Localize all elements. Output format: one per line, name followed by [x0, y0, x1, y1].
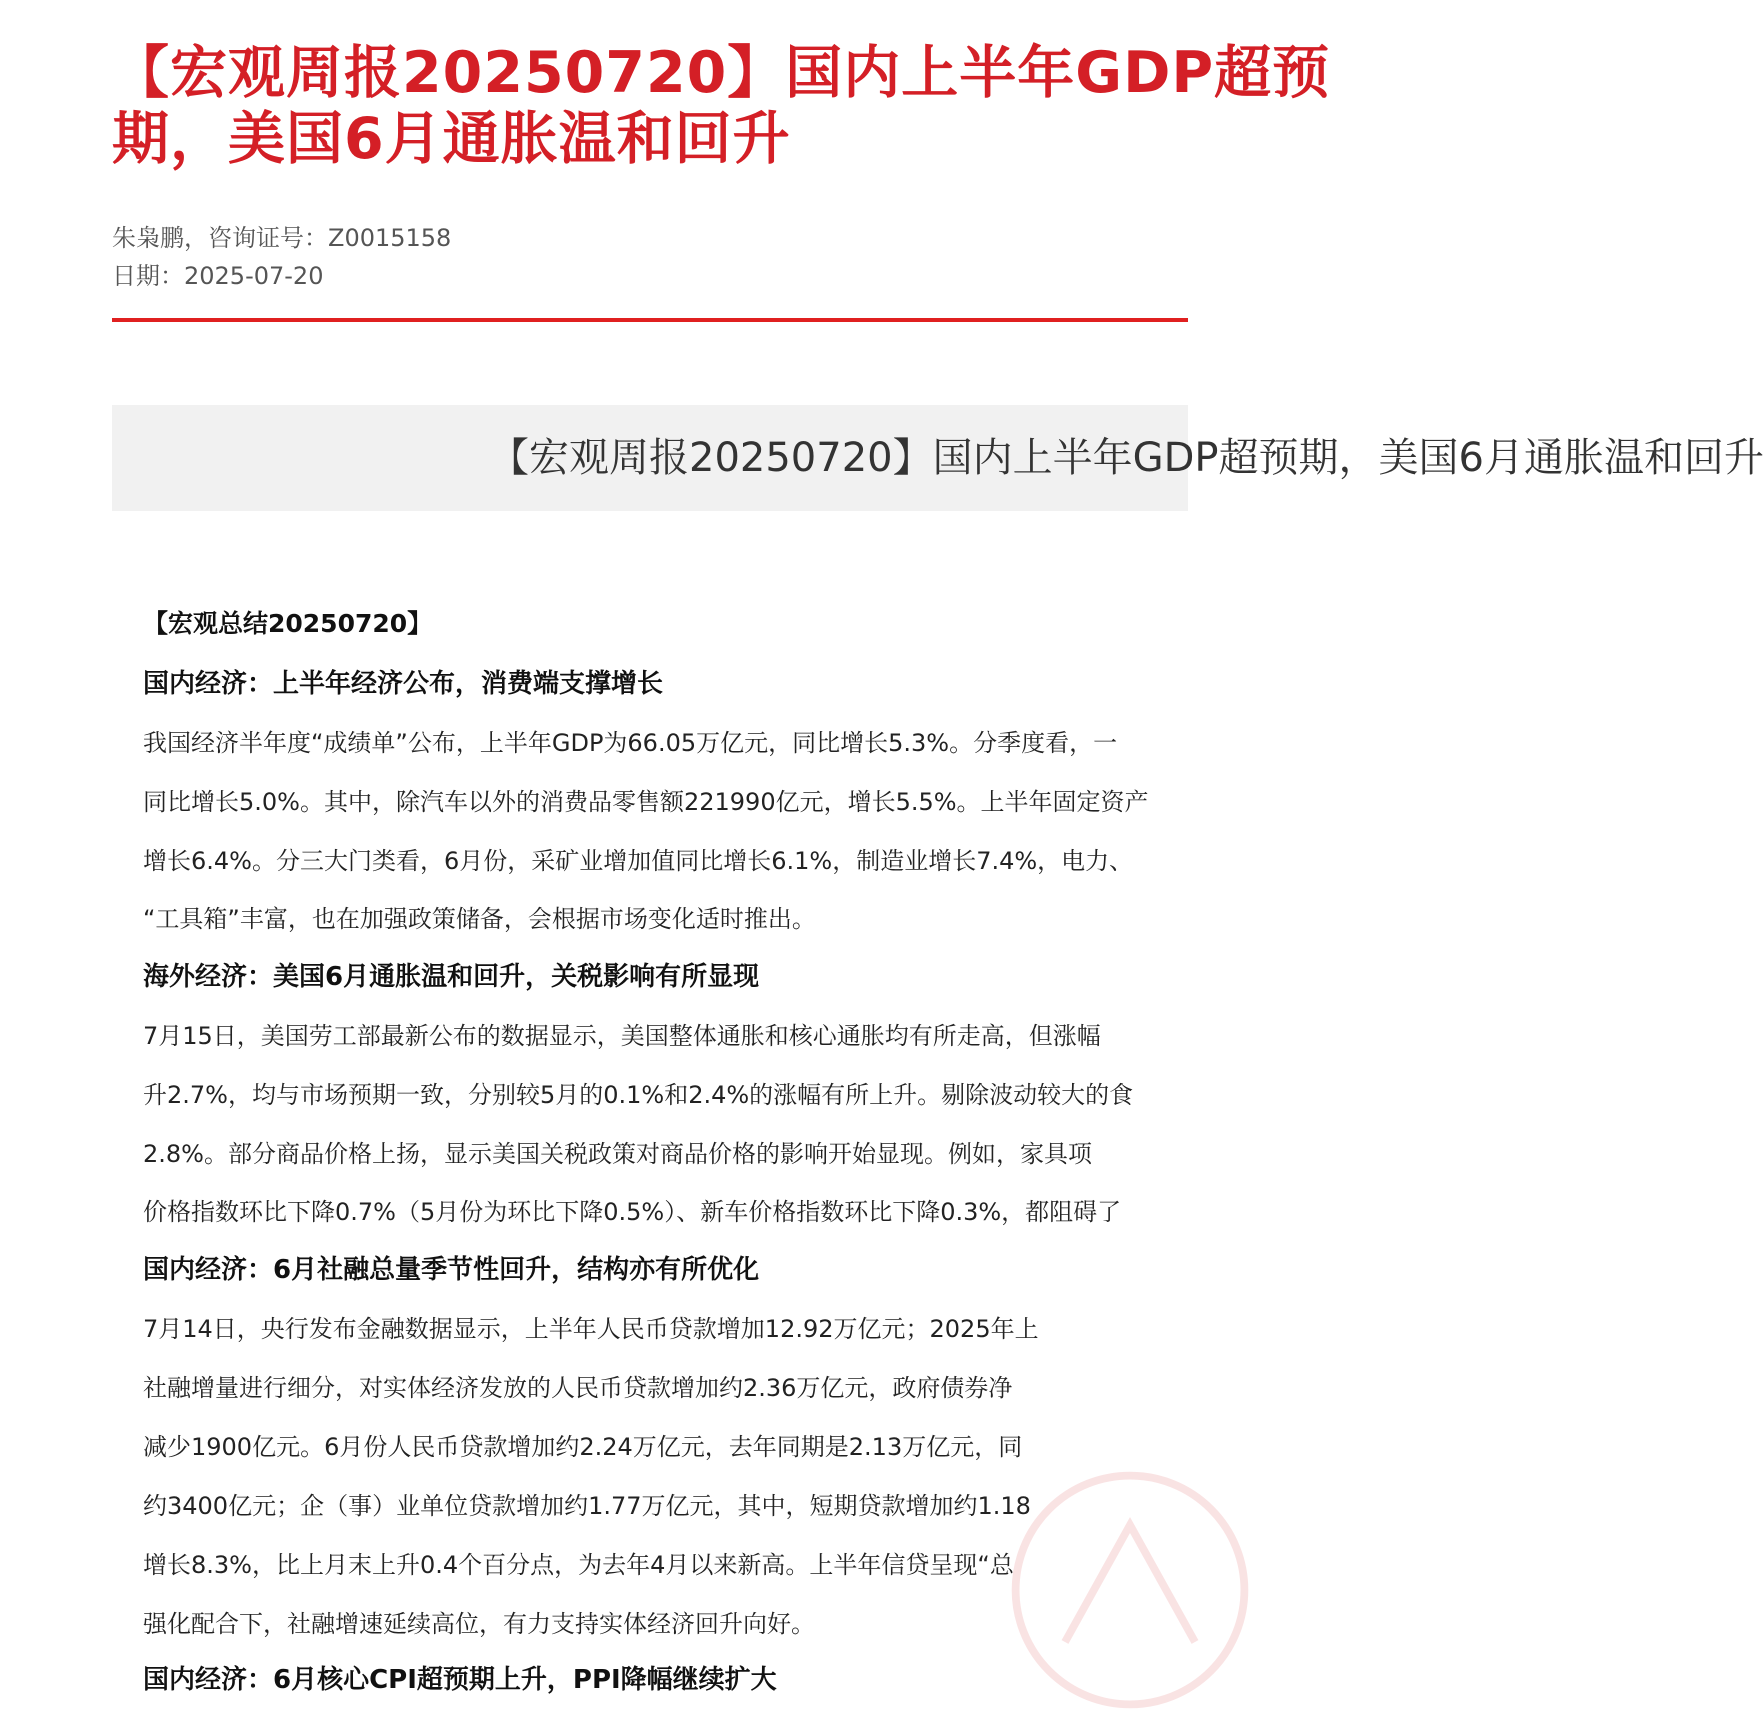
watermark-stamp — [1000, 1460, 1260, 1720]
paragraph-line: 同比增长5.0%。其中，除汽车以外的消费品零售额221990亿元，增长5.5%。上半年固定资产 — [143, 788, 1149, 816]
paragraph-line: “工具箱”丰富，也在加强政策储备，会根据市场变化适时推出。 — [143, 905, 816, 933]
paragraph-line: 升2.7%，均与市场预期一致，分别较5月的0.1%和2.4%的涨幅有所上升。剔除波动较大的食 — [143, 1081, 1134, 1109]
paragraph-line: 强化配合下，社融增速延续高位，有力支持实体经济回升向好。 — [143, 1610, 815, 1638]
section-heading-cpi-ppi: 国内经济：6月核心CPI超预期上升，PPI降幅继续扩大 — [143, 1665, 777, 1695]
article-title: 【宏观周报20250720】国内上半年GDP超预期，美国6月通胀温和回升 — [112, 40, 1331, 172]
paragraph-line: 价格指数环比下降0.7%（5月份为环比下降0.5%）、新车价格指数环比下降0.3%，都阻碍了 — [143, 1198, 1122, 1226]
publish-date: 日期：2025-07-20 — [112, 262, 324, 290]
section-heading-domestic-gdp: 国内经济：上半年经济公布，消费端支撑增长 — [143, 669, 664, 699]
paragraph-line: 增长6.4%。分三大门类看，6月份，采矿业增加值同比增长6.1%，制造业增长7.4%，电力、 — [143, 847, 1134, 875]
section-heading-social-financing: 国内经济：6月社融总量季节性回升，结构亦有所优化 — [143, 1255, 760, 1285]
summary-title: 【宏观总结20250720】 — [143, 609, 433, 638]
banner-title: 【宏观周报20250720】国内上半年GDP超预期，美国6月通胀温和回升 — [489, 435, 1764, 481]
paragraph-line: 约3400亿元；企（事）业单位贷款增加约1.77万亿元，其中，短期贷款增加约1.18 — [143, 1492, 1031, 1520]
paragraph-line: 社融增量进行细分，对实体经济发放的人民币贷款增加约2.36万亿元，政府债券净 — [143, 1374, 1013, 1402]
paragraph-line: 7月15日，美国劳工部最新公布的数据显示，美国整体通胀和核心通胀均有所走高，但涨幅 — [143, 1022, 1101, 1050]
paragraph-line: 2.8%。部分商品价格上扬，显示美国关税政策对商品价格的影响开始显现。例如，家具项 — [143, 1140, 1092, 1168]
paragraph-line: 减少1900亿元。6月份人民币贷款增加约2.24万亿元，去年同期是2.13万亿元，同 — [143, 1433, 1023, 1461]
section-heading-overseas: 海外经济：美国6月通胀温和回升，关税影响有所显现 — [143, 962, 760, 992]
paragraph-line: 增长8.3%，比上月末上升0.4个百分点，为去年4月以来新高。上半年信贷呈现“总 — [143, 1551, 1014, 1579]
paragraph-line: 我国经济半年度“成绩单”公布，上半年GDP为66.05万亿元，同比增长5.3%。分季度看，一 — [143, 729, 1118, 757]
paragraph-line: 7月14日，央行发布金融数据显示，上半年人民币贷款增加12.92万亿元；2025年上 — [143, 1315, 1039, 1343]
article-body — [143, 0, 1188, 1695]
author-info: 朱枭鹏，咨询证号：Z0015158 — [112, 224, 452, 252]
